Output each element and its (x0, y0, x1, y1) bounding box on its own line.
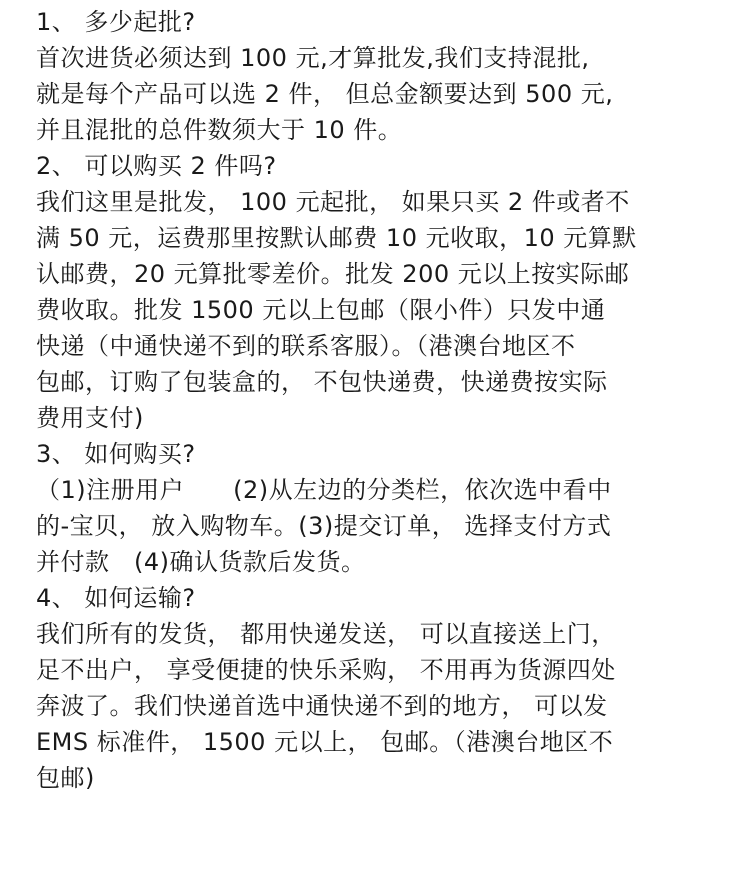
faq-answer-3-line-1: （1)注册用户 (2)从左边的分类栏，依次选中看中 (36, 476, 612, 504)
faq-answer-4-line-1: 我们所有的发货， 都用快递发送， 可以直接送上门， (36, 620, 616, 648)
faq-answer-2-line-6: 包邮，订购了包装盒的， 不包快递费，快递费按实际 (36, 368, 608, 396)
faq-answer-2-line-2: 满 50 元，运费那里按默认邮费 10 元收取，10 元算默 (36, 224, 637, 252)
faq-answer-2-line-1: 我们这里是批发， 100 元起批， 如果只买 2 件或者不 (36, 188, 630, 216)
faq-answer-3-line-2: 的-宝贝， 放入购物车。(3)提交订单， 选择支付方式 (36, 512, 612, 540)
faq-answer-2-line-3: 认邮费，20 元算批零差价。批发 200 元以上按实际邮 (36, 260, 630, 288)
faq-answer-3-line-3: 并付款 (4)确认货款后发货。 (36, 548, 366, 576)
faq-answer-4-line-4: EMS 标准件， 1500 元以上， 包邮。（港澳台地区不 (36, 728, 614, 756)
faq-question-2: 2、 可以购买 2 件吗? (36, 152, 277, 180)
faq-answer-2-line-5: 快递（中通快递不到的联系客服）。（港澳台地区不 (36, 332, 576, 360)
faq-answer-2-line-7: 费用支付) (36, 404, 144, 432)
faq-answer-4-line-2: 足不出户， 享受便捷的快乐采购， 不用再为货源四处 (36, 656, 616, 684)
faq-answer-2-line-4: 费收取。批发 1500 元以上包邮（限小件）只发中通 (36, 296, 606, 324)
faq-section-2 (36, 148, 722, 436)
faq-question-3: 3、 如何购买? (36, 440, 196, 468)
faq-question-4: 4、 如何运输? (36, 584, 196, 612)
faq-section-4 (36, 580, 722, 796)
faq-question-1: 1、 多少起批? (36, 8, 196, 36)
faq-answer-1-line-3: 并且混批的总件数须大于 10 件。 (36, 116, 403, 144)
faq-answer-1-line-1: 首次进货必须达到 100 元,才算批发,我们支持混批, (36, 44, 590, 72)
faq-answer-4-line-5: 包邮) (36, 764, 95, 792)
faq-section-3 (36, 436, 722, 580)
faq-answer-4-line-3: 奔波了。我们快递首选中通快递不到的地方， 可以发 (36, 692, 608, 720)
faq-answer-1-line-2: 就是每个产品可以选 2 件， 但总金额要达到 500 元, (36, 80, 614, 108)
faq-section-1 (36, 4, 722, 148)
